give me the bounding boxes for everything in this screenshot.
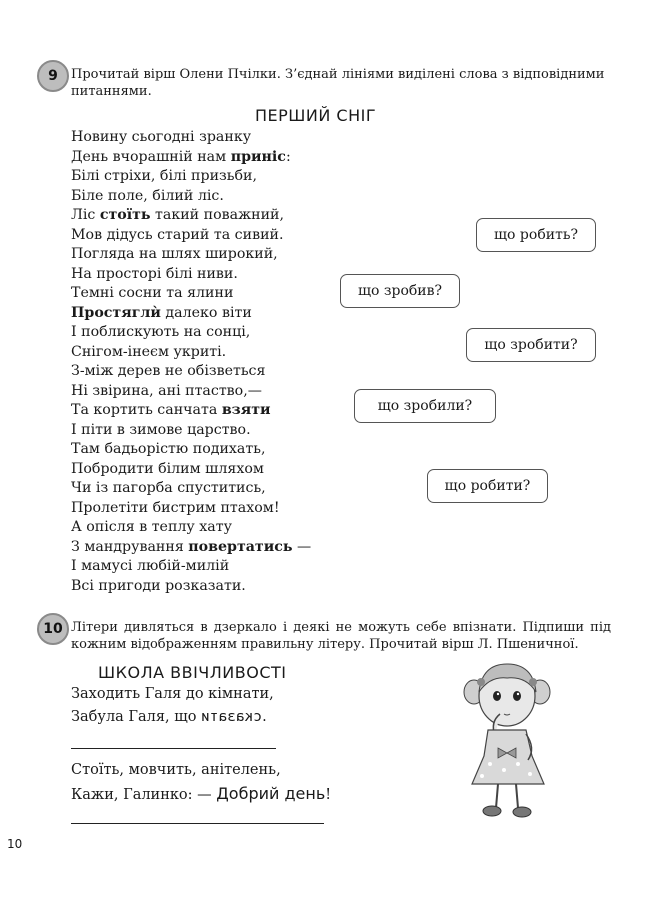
poem-line: Та кортить санчата взяти xyxy=(71,402,271,418)
poem-line: На просторі білі ниви. xyxy=(71,265,238,282)
question-label: що зробили? xyxy=(377,398,473,414)
instruction-line: кожним відображенням правильну літеру. Прочитай вірш Л. Пшеничної. xyxy=(71,637,579,652)
question-box[interactable] xyxy=(427,469,548,503)
poem-line: Білі стріхи, білі призьби, xyxy=(71,168,258,184)
highlighted-word: взяти xyxy=(221,402,271,418)
poem-line: Ні звірина, ані птаство,— xyxy=(71,382,262,399)
question-box[interactable] xyxy=(354,389,496,423)
poem-line: Біле поле, білий ліс. xyxy=(71,187,224,204)
task-number-badge xyxy=(37,613,69,645)
poem-line: Погляда на шлях широкий, xyxy=(71,246,278,262)
poem-line: Чи із пагорба спуститись, xyxy=(71,480,266,496)
poem-line: З-між дерев не обізветься xyxy=(71,363,266,379)
poem-line: Заходить Галя до кімнати, xyxy=(71,686,274,702)
answer-line[interactable] xyxy=(71,823,324,824)
poem-line: Кажи, Галинко: — Добрий день! xyxy=(71,784,332,803)
task-number: 9 xyxy=(48,68,58,84)
girl-illustration xyxy=(460,656,560,826)
poem-line: День вчорашній нам приніс: xyxy=(71,148,291,165)
question-label: що робити? xyxy=(444,478,531,494)
poem-line: Всі пригоди розказати. xyxy=(71,577,246,594)
poem xyxy=(71,128,311,596)
poem-line: Мов дідусь старий та сивий. xyxy=(71,226,284,243)
mirrored-word: сказати xyxy=(201,709,263,725)
poem-line: Пролетіти бистрим птахом! xyxy=(71,499,280,516)
poem-line: Новину сьогодні зранку xyxy=(71,129,252,145)
highlighted-word: повертатись xyxy=(188,538,293,555)
poem xyxy=(71,686,371,836)
highlighted-word: приніс xyxy=(230,148,286,165)
poem-line: Побродити білим шляхом xyxy=(71,460,264,477)
highlighted-word: стоїть xyxy=(99,207,151,223)
poem-title: ШКОЛА ВВІЧЛИВОСТІ xyxy=(98,663,287,682)
question-label: що зробити? xyxy=(484,337,578,353)
instruction-line: питаннями. xyxy=(71,84,152,99)
poem-line: І поблискують на сонці, xyxy=(71,324,251,340)
question-box[interactable] xyxy=(476,218,596,252)
answer-line[interactable] xyxy=(71,748,276,749)
mirrored-word: Добрий день xyxy=(216,784,326,803)
question-box[interactable] xyxy=(340,274,460,308)
poem-line: Простяглѝ далеко віти xyxy=(71,304,252,321)
poem-line: Забула Галя, що сказати. xyxy=(71,709,267,725)
page-number: 10 xyxy=(7,837,23,851)
question-label: що зробив? xyxy=(357,283,443,299)
poem-line: Ліс стоїть такий поважний, xyxy=(71,207,285,223)
poem-line: З мандрування повертатись — xyxy=(71,538,312,555)
poem-line: Темні сосни та ялини xyxy=(71,285,234,301)
poem-line: І піти в зимове царство. xyxy=(71,421,251,438)
task-instruction xyxy=(71,66,611,100)
poem-line: І мамусі любій-милій xyxy=(71,558,230,574)
highlighted-word: Простяглѝ xyxy=(71,304,161,321)
question-box[interactable] xyxy=(466,328,596,362)
poem-line: Снігом-інеєм укриті. xyxy=(71,343,227,360)
poem-line: А опісля в теплу хату xyxy=(71,519,232,535)
poem-line: Там бадьорістю подихать, xyxy=(71,441,266,457)
question-label: що робить? xyxy=(494,227,578,243)
task-number-badge xyxy=(37,60,69,92)
instruction-line: Літери дивляться в дзеркало і деякі не можуть себе впізнати. Підпиши під xyxy=(71,620,611,635)
task-instruction xyxy=(71,619,611,653)
poem-line: Стоїть, мовчить, анітелень, xyxy=(71,762,281,778)
instruction-line: Прочитай вірш Олени Пчілки. З’єднай лініями виділені слова з відповідними xyxy=(71,67,605,82)
task-number: 10 xyxy=(43,621,63,637)
poem-title: ПЕРШИЙ СНІГ xyxy=(255,106,377,125)
